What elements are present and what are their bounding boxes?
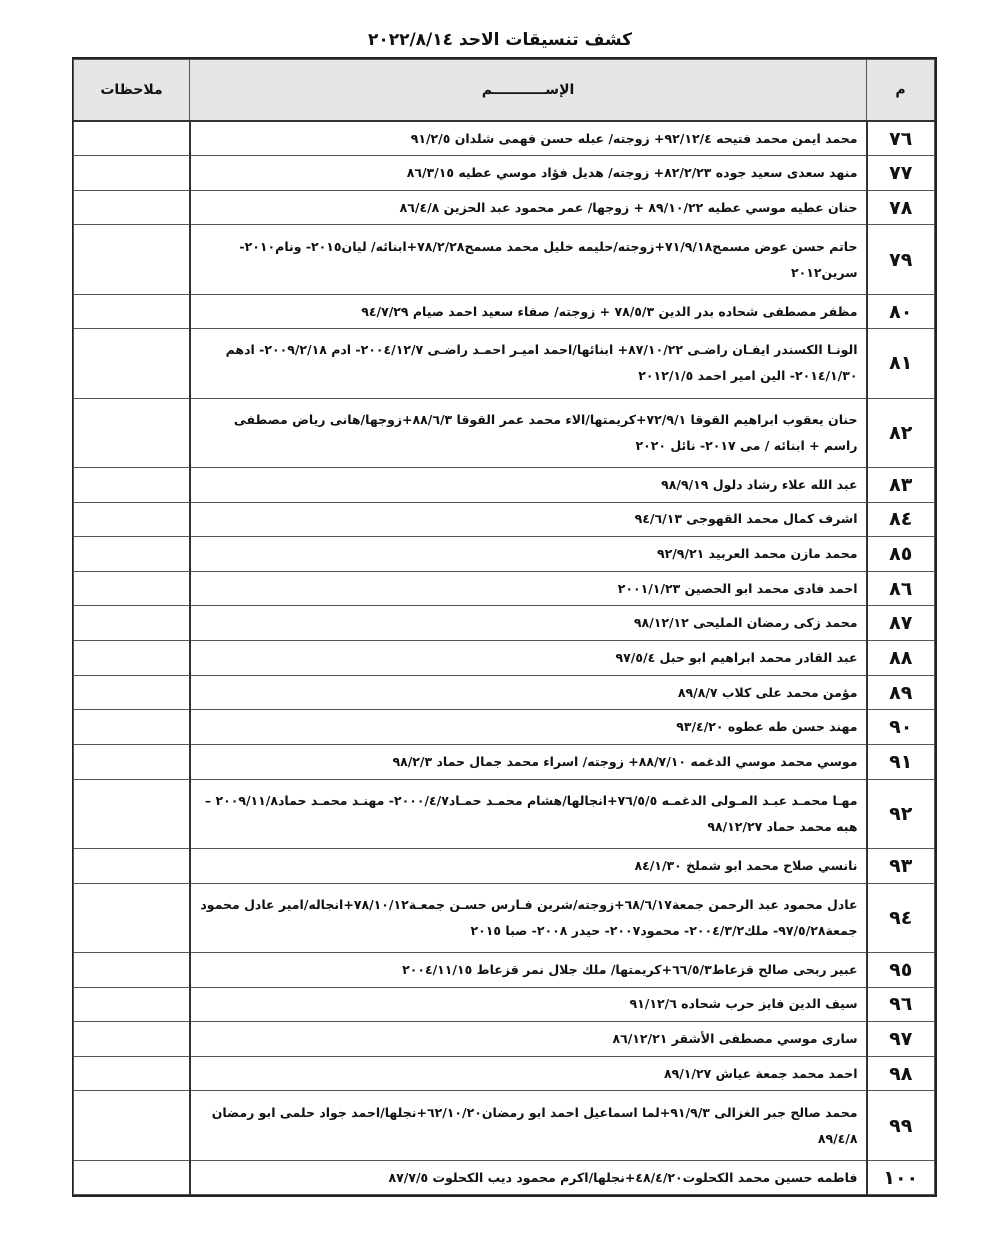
row-number: ١٠٠: [867, 1160, 935, 1195]
row-number: ٨٠: [867, 294, 935, 329]
row-number: ٨٥: [867, 537, 935, 572]
row-notes-cell: [74, 1056, 190, 1091]
row-number: ٨١: [867, 329, 935, 398]
row-notes-cell: [74, 1091, 190, 1160]
row-number: ٩٤: [867, 883, 935, 952]
row-name-entry: منهد سعدى سعيد جوده ٨٢/٢/٢٣+ زوجته/ هديل فؤاد موسي عطيه ٨٦/٣/١٥: [190, 156, 867, 191]
row-number: ٩٠: [867, 710, 935, 745]
table-row: [74, 1160, 935, 1195]
header-number: م: [867, 60, 935, 122]
row-name-entry: حاتم حسن عوض مسمح٧١/٩/١٨+زوجته/حليمه خليل محمد مسمح٧٨/٢/٢٨+ابنائه/ ليان٢٠١٥- ونام٢٠١٠- سرين٢٠١٢: [190, 225, 867, 294]
row-notes-cell: [74, 502, 190, 537]
table-row: [74, 1091, 935, 1160]
row-number: ٧٨: [867, 190, 935, 225]
table-row: [74, 952, 935, 987]
row-notes-cell: [74, 294, 190, 329]
row-name-entry: عبد الله علاء رشاد دلول ٩٨/٩/١٩: [190, 467, 867, 502]
header-name: الإســـــــــــم: [190, 60, 867, 122]
row-notes-cell: [74, 329, 190, 398]
row-name-entry: حنان عطيه موسي عطيه ٨٩/١٠/٢٢ + زوجها/ عمر محمود عبد الحزين ٨٦/٤/٨: [190, 190, 867, 225]
row-number: ٨٤: [867, 502, 935, 537]
table-row: [74, 398, 935, 467]
row-name-entry: موسي محمد موسي الدغمه ٨٨/٧/١٠+ زوجته/ اسراء محمد جمال حماد ٩٨/٢/٣: [190, 745, 867, 780]
row-number: ٩١: [867, 745, 935, 780]
row-notes-cell: [74, 641, 190, 676]
row-name-entry: حنان يعقوب ابراهيم القوقا ٧٢/٩/١+كريمتها/الاء محمد عمر القوقا ٨٨/٦/٣+زوجها/هانى رياض مصطفى راسم + ابنائه / مى ٢٠١٧- نائل ٢٠٢٠: [190, 398, 867, 467]
row-name-entry: محمد مازن محمد العربيد ٩٢/٩/٢١: [190, 537, 867, 572]
row-number: ٨٩: [867, 675, 935, 710]
row-name-entry: نانسي صلاح محمد ابو شملخ ٨٤/١/٣٠: [190, 848, 867, 883]
table-row: [74, 190, 935, 225]
table-row: [74, 883, 935, 952]
row-notes-cell: [74, 675, 190, 710]
table-row: [74, 1056, 935, 1091]
row-number: ٧٦: [867, 121, 935, 156]
row-number: ٧٩: [867, 225, 935, 294]
table-row: [74, 710, 935, 745]
row-number: ٩٣: [867, 848, 935, 883]
row-number: ٨٦: [867, 571, 935, 606]
row-notes-cell: [74, 571, 190, 606]
row-number: ٨٣: [867, 467, 935, 502]
table-row: [74, 779, 935, 848]
row-number: ٧٧: [867, 156, 935, 191]
table-header-row: [74, 60, 935, 122]
table-row: [74, 1022, 935, 1057]
page-title: كشف تنسيقات الاحد ٢٠٢٢/٨/١٤: [367, 30, 633, 50]
row-notes-cell: [74, 710, 190, 745]
row-name-entry: محمد ايمن محمد فتيحه ٩٢/١٢/٤+ زوجته/ عبله حسن فهمى شلدان ٩١/٢/٥: [190, 121, 867, 156]
row-notes-cell: [74, 467, 190, 502]
row-notes-cell: [74, 537, 190, 572]
table-row: [74, 537, 935, 572]
table-row: [74, 848, 935, 883]
row-notes-cell: [74, 745, 190, 780]
table-row: [74, 225, 935, 294]
table-row: [74, 502, 935, 537]
row-notes-cell: [74, 190, 190, 225]
row-number: ٨٨: [867, 641, 935, 676]
schedule-table: [73, 59, 935, 1195]
row-number: ٩٩: [867, 1091, 935, 1160]
row-name-entry: سارى موسي مصطفى الأشقر ٨٦/١٢/٢١: [190, 1022, 867, 1057]
table-row: [74, 571, 935, 606]
row-notes-cell: [74, 952, 190, 987]
row-name-entry: مهـا محمـد عبـد المـولى الدغمـه ٧٦/٥/٥+انجالها/هشام محمـد حمـاد٢٠٠٠/٤/٧- مهنـد محمـد حماد٢٠٠٩/١١/٨ – هبه محمد حماد ٩٨/١٢/٢٧: [190, 779, 867, 848]
row-name-entry: عبير ربحى صالح قزعاط٦٦/٥/٣+كريمتها/ ملك جلال نمر قزعاط ٢٠٠٤/١١/١٥: [190, 952, 867, 987]
row-number: ٩٨: [867, 1056, 935, 1091]
row-name-entry: عبد القادر محمد ابراهيم ابو حبل ٩٧/٥/٤: [190, 641, 867, 676]
row-notes-cell: [74, 883, 190, 952]
table-row: [74, 121, 935, 156]
row-name-entry: اشرف كمال محمد القهوجى ٩٤/٦/١٣: [190, 502, 867, 537]
row-name-entry: محمد زكى رمضان المليحى ٩٨/١٢/١٢: [190, 606, 867, 641]
row-name-entry: احمد محمد جمعة عياش ٨٩/١/٢٧: [190, 1056, 867, 1091]
row-name-entry: عادل محمود عبد الرحمن جمعة٦٨/٦/١٧+زوجته/شرين فـارس حسـن جمعـة٧٨/١٠/١٢+انجاله/امير عادل محمود جمعة٩٧/٥/٢٨- ملك٢٠٠٤/٣/٢- محمود٢٠٠٧- حيدر ٢٠٠٨- صبا ٢٠١٥: [190, 883, 867, 952]
row-notes-cell: [74, 779, 190, 848]
row-name-entry: سيف الدين فايز حرب شحاده ٩١/١٢/٦: [190, 987, 867, 1022]
row-number: ٩٧: [867, 1022, 935, 1057]
row-name-entry: فاطمه حسين محمد الكحلوت٤٨/٤/٢٠+نجلها/اكرم محمود ديب الكحلوت ٨٧/٧/٥: [190, 1160, 867, 1195]
row-number: ٨٧: [867, 606, 935, 641]
table-row: [74, 294, 935, 329]
row-number: ٩٥: [867, 952, 935, 987]
row-notes-cell: [74, 121, 190, 156]
row-name-entry: مؤمن محمد على كلاب ٨٩/٨/٧: [190, 675, 867, 710]
row-notes-cell: [74, 1022, 190, 1057]
schedule-table-frame: [72, 57, 937, 1197]
row-name-entry: مظفر مصطفى شحاده بدر الدين ٧٨/٥/٣ + زوجته/ صفاء سعيد احمد صيام ٩٤/٧/٢٩: [190, 294, 867, 329]
table-row: [74, 606, 935, 641]
row-notes-cell: [74, 987, 190, 1022]
row-notes-cell: [74, 225, 190, 294]
row-name-entry: مهند حسن طه عطوه ٩٣/٤/٢٠: [190, 710, 867, 745]
row-notes-cell: [74, 1160, 190, 1195]
row-notes-cell: [74, 398, 190, 467]
row-number: ٩٢: [867, 779, 935, 848]
table-row: [74, 675, 935, 710]
table-row: [74, 156, 935, 191]
row-name-entry: محمد صالح جبر الغزالى ٩١/٩/٣+لما اسماعيل احمد ابو رمضان٦٢/١٠/٢٠+نجلها/احمد جواد حلمى ابو رمضان ٨٩/٤/٨: [190, 1091, 867, 1160]
row-notes-cell: [74, 156, 190, 191]
table-row: [74, 329, 935, 398]
row-number: ٨٢: [867, 398, 935, 467]
row-notes-cell: [74, 848, 190, 883]
table-row: [74, 641, 935, 676]
row-notes-cell: [74, 606, 190, 641]
table-row: [74, 745, 935, 780]
row-name-entry: احمد فادى محمد ابو الحصين ٢٠٠١/١/٢٣: [190, 571, 867, 606]
row-name-entry: الونـا الكسندر ايفـان راضـى ٨٧/١٠/٢٢+ ابنائها/احمد اميـر احمـد راضـى ٢٠٠٤/١٢/٧- ادم ٢٠٠٩/٢/١٨- ادهم ٢٠١٤/١/٣٠- الين امير احمد ٢٠١٢/١/٥: [190, 329, 867, 398]
table-row: [74, 987, 935, 1022]
table-row: [74, 467, 935, 502]
row-number: ٩٦: [867, 987, 935, 1022]
header-notes: ملاحظات: [74, 60, 190, 122]
